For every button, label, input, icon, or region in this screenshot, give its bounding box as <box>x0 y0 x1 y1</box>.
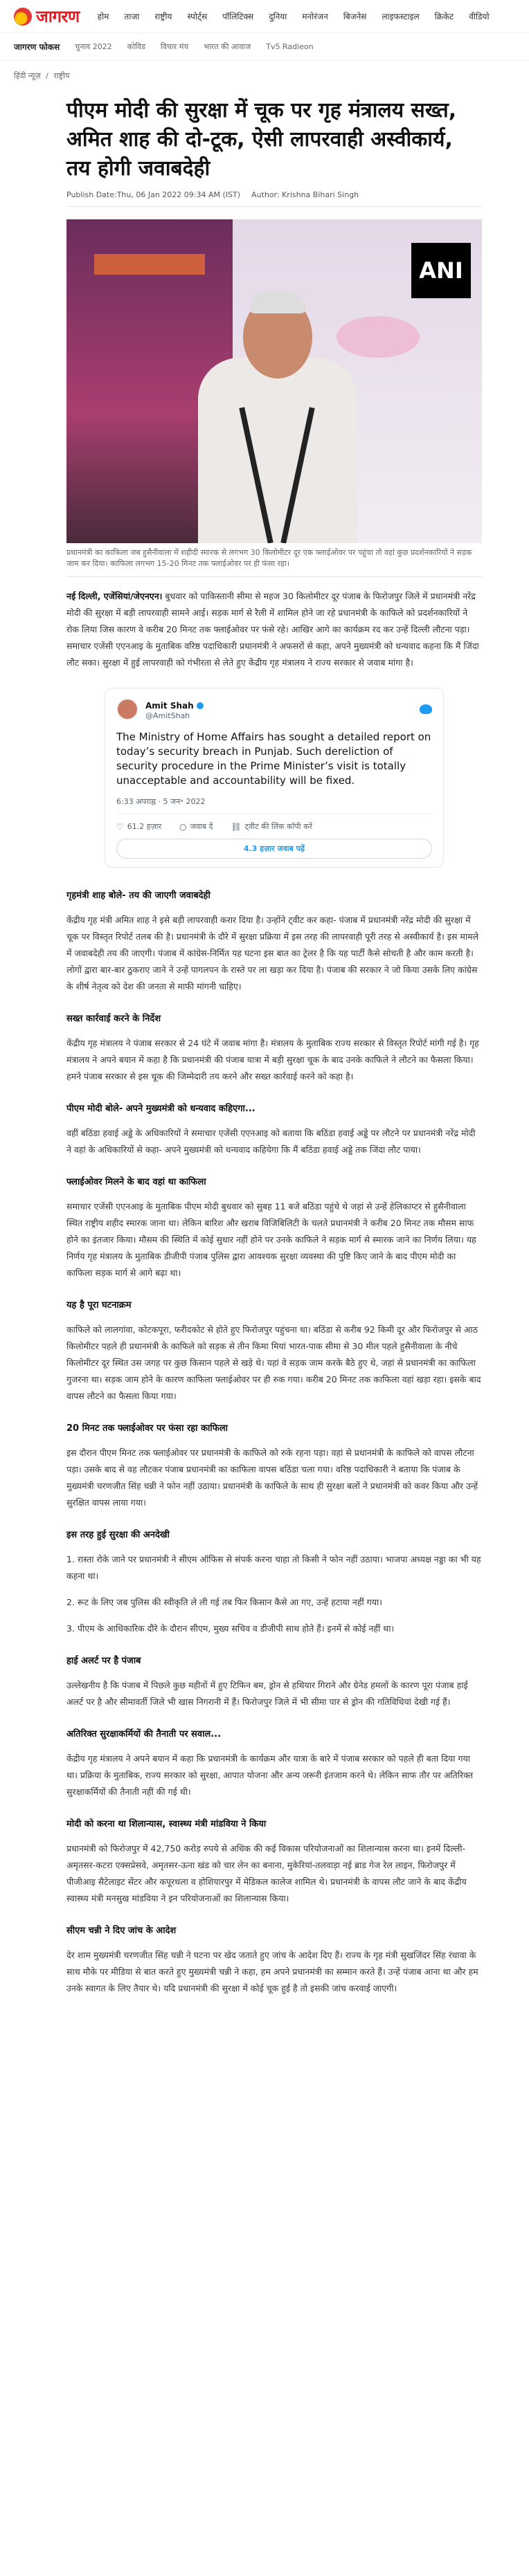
section-paragraph: उल्लेखनीय है कि पंजाब में पिछले कुछ महीनों में हुए टिफिन बम, ड्रोन से हथियार गिराने और ग्रेनेड हमलों के कारण पूरा पंजाब हाई अलर्ट पर है और सीमावर्ती जिले भी खास निगरानी में हैं। फिरोजपुर जिले में भी सीमा पार से ड्रोन की गतिविधियां देखी गई हैं। <box>66 1680 468 1707</box>
nav-item-national[interactable]: राष्ट्रीय <box>154 12 172 21</box>
nav-item-world[interactable]: दुनिया <box>269 12 287 21</box>
embedded-tweet[interactable] <box>105 688 444 868</box>
nav-item-cricket[interactable]: क्रिकेट <box>434 12 454 21</box>
tweet-copy-link-button[interactable]: ⛓ ट्वीट की लिंक कॉपी करें <box>231 821 313 832</box>
reply-icon: ○ <box>179 821 187 832</box>
section-paragraph: काफिले को लालगांवा, कोटकपूरा, फरीदकोट से होते हुए फिरोजपुर पहुंचना था। बठिंडा से करीब 92 किमी दूर और फिरोजपुर से आठ किलोमीटर पहले ही प्रधानमंत्री के काफिले को सड़क से तीन किमा मियां भारत-पाक सीमा से 30 मील पहले हुसैनीवाला के नीचे किलोमीटर दूर स्थित उस जगह पर कुछ किसान पहले से खड़े थे। यहां वे सड़क जाम करके बैठे हुए थे, जहां से प्रधानमंत्री का काफिला गुजरना था। सड़क जाम होने के कारण काफिला फ्लाईओवर पर ही रुक गया। करीब 20 मिनट तक काफिला वहां खड़ा रहा। इसके बाद वापस लौटने का फैसला किया गया। <box>66 1324 481 1401</box>
article-container <box>0 96 529 1997</box>
nav-item-politics[interactable]: पॉलिटिक्स <box>222 12 254 21</box>
tweet-text: The Ministry of Home Affairs has sought a detailed report on today’s security breach in Punjab. Such dereliction of security procedure in the Prime Minister’s visit is totally unacceptable and accountability will be fixed. <box>116 731 431 787</box>
breadcrumb-section[interactable]: राष्ट्रीय <box>53 71 70 80</box>
section-2 <box>66 1012 482 1085</box>
site-logo[interactable] <box>14 5 80 28</box>
list-item: 1. रास्ता रोके जाने पर प्रधानमंत्री ने सीएम ऑफिस से संपर्क करना चाहा तो किसी ने फोन नहीं उठाया। भाजपा अध्यक्ष नड्डा का भी यह कहना था। <box>66 1554 481 1581</box>
section-8 <box>66 1654 482 1710</box>
tweet-author-handle[interactable]: @AmitShah <box>145 711 190 720</box>
lotus-emblem-icon <box>337 316 420 358</box>
section-7 <box>66 1528 482 1637</box>
section-paragraph: केंद्रीय गृह मंत्रालय ने अपने बयान में कहा कि प्रधानमंत्री के कार्यक्रम और यात्रा के बारे में पंजाब सरकार को पहले ही बता दिया गया था। प्रक्रिया के मुताबिक, राज्य सरकार को सुरक्षा, आपात योजना और अन्य जरूरी इंतजाम करने थे। लेकिन साफ तौर पर अतिरिक्त सुरक्षाकर्मियों की तैनाती नहीं की गई थी। <box>66 1753 473 1797</box>
tweet-timestamp[interactable]: 6:33 अपराह्न · 5 जन॰ 2022 <box>116 796 432 814</box>
logo-mark-icon <box>14 8 32 26</box>
section-heading: अतिरिक्त सुरक्षाकर्मियों की तैनाती पर सवाल... <box>66 1729 222 1739</box>
twitter-bird-icon[interactable] <box>420 704 432 714</box>
section-paragraph: केंद्रीय गृह मंत्रालय ने पंजाब सरकार से 24 घंटे में जवाब मांगा है। मंत्रालय के मुताबिक राज्य सरकार से विस्तृत रिपोर्ट मांगी गई है। गृह मंत्रालय ने अपने बयान में कहा है कि प्रधानमंत्री की पंजाब यात्रा में बड़ी सुरक्षा चूक के बाद उनके काफिले ने लौटने का फैसला किया। हमने पंजाब सरकार से इस चूक की जिम्मेदारी तय करने और सख्त कार्रवाई करने को कहा है। <box>66 1038 479 1081</box>
author-name[interactable]: Author: Krishna Bihari Singh <box>251 190 359 199</box>
section-9 <box>66 1727 482 1800</box>
section-heading: फ्लाईओवर मिलने के बाद वहां था काफिला <box>66 1177 206 1187</box>
hero-image <box>66 219 482 543</box>
read-replies-button[interactable]: 4.3 हज़ार जवाब पढ़ें <box>116 839 432 859</box>
nav-item-business[interactable]: बिजनेस <box>343 12 367 21</box>
logo-text: जागरण <box>36 6 80 26</box>
tweet-header <box>116 698 432 720</box>
tweet-reply-button[interactable]: ○ जवाब दें <box>179 821 213 832</box>
nav-item-sports[interactable]: स्पोर्ट्स <box>187 12 208 21</box>
publish-date: Publish Date:Thu, 06 Jan 2022 09:34 AM (IST) <box>66 190 241 199</box>
nav-item-latest[interactable]: ताजा <box>124 12 140 21</box>
section-paragraph: समाचार एजेंसी एएनआइ के मुताबिक पीएम मोदी बुधवार को सुबह 11 बजे बठिंडा पहुंचे थे जहां से उन्हें हेलिकाप्टर से हुसैनीवाला स्थित राष्ट्रीय शहीद स्मारक जाना था। लेकिन बारिश और खराब विजिबिलिटी के चलते प्रधानमंत्री ने करीब 20 मिनट तक मौसम साफ होने का इंतजार किया। मौसम की स्थिति में कोई सुधार नहीं होने पर उनके काफिले ने सड़क मार्ग से स्मारक जाने का निर्णय लिया। यह निर्णय गृह मंत्रालय के मुताबिक डीजीपी पंजाब पुलिस द्वारा आवश्यक सुरक्षा व्यवस्था की पुष्टि किए जाने के बाद पीएम मोदी का काफिला सड़क मार्ग से आगे बढ़ा था। <box>66 1201 476 1278</box>
section-5 <box>66 1298 482 1405</box>
ani-watermark: ANI <box>411 243 471 298</box>
nav-item-lifestyle[interactable]: लाइफस्टाइल <box>382 12 420 21</box>
article-title: पीएम मोदी की सुरक्षा में चूक पर गृह मंत्रालय सख्त, अमित शाह की दो-टूक, ऐसी लापरवाही अस्वीकार्य, तय होगी जवाबदेही <box>66 98 457 181</box>
image-caption: प्रधानमंत्री का काफिला जब हुसैनीवाला में शहीदी स्मारक से लगभग 30 किलोमीटर दूर एक फ्लाईओवर पर पहुंचा तो वहां कुछ प्रदर्शनकारियों ने सड़क जाम कर दिया। काफिला लगभग 15-20 मिनट तक फ्लाईओवर पर ही फंसा रहा। <box>66 543 482 577</box>
subnav-item-radio[interactable]: Tv5 Radieon <box>266 42 314 51</box>
section-heading: यह है पूरा घटनाक्रम <box>66 1300 132 1310</box>
section-heading: पीएम मोदी बोले- अपने मुख्यमंत्री को धन्यवाद कहिएगा... <box>66 1104 255 1114</box>
section-heading: 20 मिनट तक फ्लाईओवर पर फंसा रहा काफिला <box>66 1423 228 1434</box>
link-icon: ⛓ <box>231 821 242 832</box>
intro-text: बुधवार को पाकिस्तानी सीमा से महज 30 किलोमीटर दूर पंजाब के फिरोजपुर जिले में प्रधानमंत्री नरेंद्र मोदी की सुरक्षा में बड़ी लापरवाही सामने आई। सड़क मार्ग से रैली में शामिल होने जा रहे प्रधानमंत्री के काफिले को प्रदर्शनकारियों ने रोक लिया जिस कारण वे करीब 20 मिनट तक फ्लाईओवर पर फंसे रहे। आखिर आगे का कार्यक्रम रद कर उन्हें दिल्ली लौटना पड़ा। समाचार एजेंसी एएनआइ के मुताबिक वरिष्ठ पदाधिकारी प्रधानमंत्री ने अफसरों से कहा, अपने मुख्यमंत्री को धन्यवाद कहना कि मैं जिंदा लौट सका। सुरक्षा में हुई लापरवाही को गंभीरता से लेते हुए केंद्रीय गृह मंत्रालय ने राज्य सरकार से जवाब मांगा है। <box>66 591 479 668</box>
speaker-figure <box>198 358 357 543</box>
section-heading: इस तरह हुई सुरक्षा की अनदेखी <box>66 1530 170 1540</box>
tweet-like-button[interactable]: ♡ 61.2 हज़ार <box>116 821 162 832</box>
section-paragraph: इस दौरान पीएम मिनट तक फ्लाईओवर पर प्रधानमंत्री के काफिले को रुके रहना पड़ा। वहां से प्रधानमंत्री के काफिले को वापस लौटना पड़ा। उसके बाद से वह लौटकर पंजाब प्रधानमंत्री का काफिला वापस बठिंडा चला गया। वरिष्ठ पदाधिकारी ने बताया कि पंजाब के मुख्यमंत्री चरणजीत सिंह चन्नी ने फोन नहीं उठाया। प्रधानमंत्री के काफिले के साथ ही सुरक्षा बलों ने प्रधानमंत्री को कवर किया और उन्हें सुरक्षित वापस लाया गया। <box>66 1447 478 1508</box>
nav-item-entertainment[interactable]: मनोरंजन <box>302 12 328 21</box>
section-6 <box>66 1421 482 1511</box>
section-heading: सीएम चन्नी ने दिए जांच के आदेश <box>66 1926 177 1936</box>
section-paragraph: प्रधानमंत्री को फिरोजपुर में 42,750 करोड़ रुपये से अधिक की कई विकास परियोजनाओं का शिलान्यास करना था। इनमें दिल्ली-अमृतसर-कटरा एक्सप्रेसवे, अमृतसर-ऊना खंड को चार लेन का बनाना, मुकेरियां-तलवाड़ा नई ब्राड गेज रेल लाइन, फिरोजपुर में पीजीआइ सैटेलाइट सेंटर और कपूरथला व होशियारपुर में मेडिकल कालेज शामिल थे। प्रधानमंत्री के वापस लौट जाने के बाद केंद्रीय स्वास्थ्य मंत्री मनसुख मांडविया ने इन परियोजनाओं का शिलान्यास किया। <box>66 1843 467 1903</box>
intro-paragraph <box>66 588 482 671</box>
section-1 <box>66 888 482 995</box>
top-navigation-bar <box>0 0 529 33</box>
breadcrumb <box>0 61 529 81</box>
section-4 <box>66 1175 482 1281</box>
sub-navigation-bar <box>0 33 529 61</box>
subnav-brand[interactable]: जागरण फोकस <box>14 42 60 52</box>
nav-item-home[interactable]: होम <box>97 12 109 21</box>
article-meta <box>66 190 482 207</box>
avatar[interactable] <box>116 698 138 720</box>
verified-badge-icon <box>197 702 204 709</box>
section-heading: गृहमंत्री शाह बोले- तय की जाएगी जवाबदेही <box>66 890 210 901</box>
section-3 <box>66 1102 482 1158</box>
list-item: 2. रूट के लिए जब पुलिस की स्वीकृति ले ली गई तब फिर किसान कैसे आ गए, उन्हें हटाया नहीं गया। <box>66 1597 382 1607</box>
section-heading: मोदी को करना था शिलान्यास, स्वास्थ्य मंत्री मांडविया ने किया <box>66 1819 267 1829</box>
list-item: 3. पीएम के आधिकारिक दौरे के दौरान सीएम, मुख्य सचिव व डीजीपी साथ होते हैं। इनमें से कोई नहीं था। <box>66 1623 395 1634</box>
section-heading: सख्त कार्रवाई करने के निर्देश <box>66 1014 161 1024</box>
section-11 <box>66 1924 482 1997</box>
tweet-actions <box>116 814 432 839</box>
section-10 <box>66 1817 482 1907</box>
breadcrumb-home[interactable]: हिंदी न्यूज़ <box>14 71 41 80</box>
subnav-item-voice[interactable]: भारत की आवाज <box>204 42 251 51</box>
nav-item-video[interactable]: वीडियो <box>469 12 490 21</box>
breadcrumb-separator: / <box>46 71 48 80</box>
tweet-author-name[interactable]: Amit Shah <box>145 701 194 711</box>
heart-icon: ♡ <box>116 821 124 832</box>
section-heading: हाई अलर्ट पर है पंजाब <box>66 1656 141 1666</box>
subnav-item-covid[interactable]: कोविड <box>127 42 145 51</box>
subnav-item-election[interactable]: चुनाव 2022 <box>75 42 112 51</box>
main-nav <box>98 10 490 22</box>
dateline: नई दिल्ली, एजेंसियां/जेएनएन। <box>66 591 163 601</box>
section-paragraph: केंद्रीय गृह मंत्री अमित शाह ने इसे बड़ी लापरवाही करार दिया है। उन्होंने ट्वीट कर कहा- पंजाब में प्रधानमंत्री नरेंद्र मोदी की सुरक्षा में चूक पर विस्तृत रिपोर्ट तलब की है। प्रधानमंत्री के दौरे में सुरक्षा प्रक्रिया में इस तरह की लापरवाही पूरी तरह से अस्वीकार्य है। इस मामले में जवाबदेही तय की जाएगी। पंजाब में कांग्रेस-निर्मित यह घटना इस बात का ट्रेलर है कि यह पार्टी कैसे सोचती है और काम करती है। लोगों द्वारा बार-बार ठुकराए जाने ने उन्हें पागलपन के रास्ते पर ला खड़ा कर दिया है। पंजाब की सरकार ने जो किया उसके लिए कांग्रेस के शीर्ष नेतृत्व को देश की जनता से माफी मांगनी चाहिए। <box>66 915 479 992</box>
section-paragraph: वहीं बठिंडा हवाई अड्डे के अधिकारियों ने समाचार एजेंसी एएनआइ को बताया कि बठिंडा हवाई अड्डे पर लौटने पर प्रधानमंत्री नरेंद्र मोदी ने वहां के अधिकारियों से कहा- अपने मुख्यमंत्री को धन्यवाद कहियेगा कि मैं बठिंडा हवाई अड्डे तक जिंदा लौट पाया। <box>66 1128 476 1155</box>
subnav-item-opinion[interactable]: विचार मंच <box>160 42 189 51</box>
section-paragraph: देर शाम मुख्यमंत्री चरणजीत सिंह चन्नी ने घटना पर खेद जताते हुए जांच के आदेश दिए हैं। राज्य के गृह मंत्री सुखजिंदर सिंह रंधावा के साथ मौके पर मीडिया से बात करते हुए मुख्यमंत्री चन्नी ने कहा, हम अपने प्रधानमंत्री का सम्मान करते हैं। उन्हें पंजाब आना था और हम उनके स्वागत के लिए तैयार थे। यदि प्रधानमंत्री की सुरक्षा में कोई चूक हुई है तो इसकी जांच करवाई जाएगी। <box>66 1950 478 1993</box>
